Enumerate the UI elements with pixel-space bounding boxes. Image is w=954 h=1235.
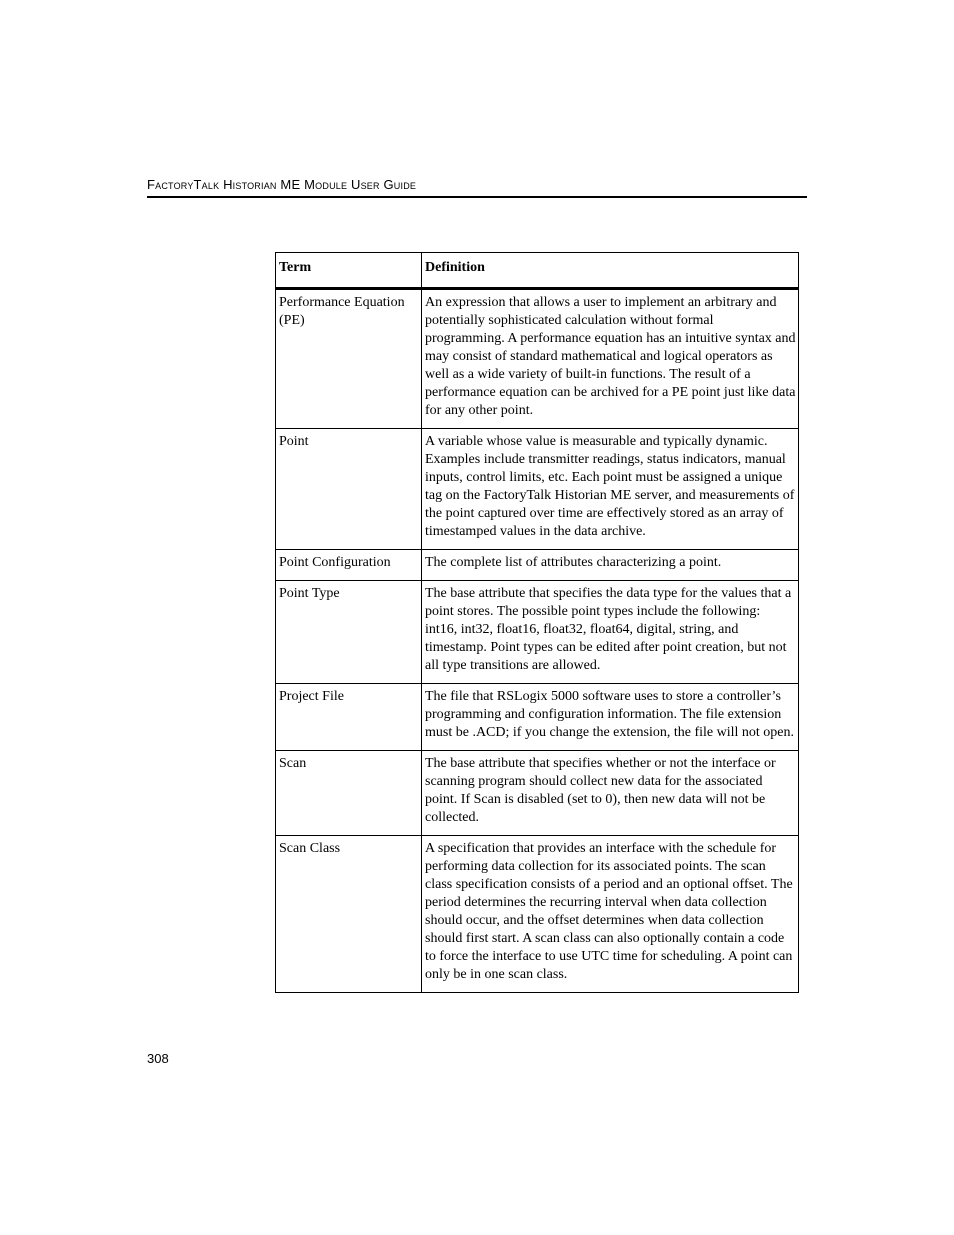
definition-cell: The base attribute that specifies whether or not the interface or scanning program should collect new data for the associated point. If Scan is disabled (set to 0), then new data will not be collected. xyxy=(422,751,799,836)
term-cell: Project File xyxy=(276,684,422,751)
glossary-table xyxy=(275,252,799,993)
column-header-definition: Definition xyxy=(422,253,799,289)
definition-cell: A variable whose value is measurable and typically dynamic. Examples include transmitter readings, status indicators, manual inputs, control limits, etc. Each point must be assigned a unique tag on the FactoryTalk Historian ME server, and measurements of the point captured over time are effectively stored as an array of timestamped values in the data archive. xyxy=(422,429,799,550)
definition-cell: An expression that allows a user to implement an arbitrary and potentially sophisticated calculation without formal programming. A performance equation has an intuitive syntax and may consist of standard mathematical and logical operators as well as a wide variety of built-in functions. The result of a performance equation can be archived for a PE point just like data for any other point. xyxy=(422,289,799,429)
definition-cell: The file that RSLogix 5000 software uses to store a controller’s programming and configuration information. The file extension must be .ACD; if you change the extension, the file will not open. xyxy=(422,684,799,751)
table-row xyxy=(276,751,799,836)
table-row xyxy=(276,429,799,550)
term-cell: Point Configuration xyxy=(276,550,422,581)
term-cell: Performance Equation (PE) xyxy=(276,289,422,429)
running-header: FactoryTalk Historian ME Module User Guide xyxy=(147,176,807,198)
table-row xyxy=(276,581,799,684)
term-cell: Scan xyxy=(276,751,422,836)
table-row xyxy=(276,836,799,993)
term-cell: Point Type xyxy=(276,581,422,684)
term-cell: Point xyxy=(276,429,422,550)
definition-cell: The complete list of attributes characterizing a point. xyxy=(422,550,799,581)
definition-cell: The base attribute that specifies the data type for the values that a point stores. The possible point types include the following: int16, int32, float16, float32, float64, digital, string, and timestamp. Point types can be edited after point creation, but not all type transitions are allowed. xyxy=(422,581,799,684)
term-cell: Scan Class xyxy=(276,836,422,993)
column-header-term: Term xyxy=(276,253,422,289)
table-row xyxy=(276,550,799,581)
definition-cell: A specification that provides an interface with the schedule for performing data collection for its associated points. The scan class specification consists of a period and an optional offset. The period determines the recurring interval when data collection should occur, and the offset determines when data collection should first start. A scan class can also optionally contain a code to force the interface to use UTC time for scheduling. A point can only be in one scan class. xyxy=(422,836,799,993)
table-row xyxy=(276,289,799,429)
table-header-row xyxy=(276,253,799,289)
page-number: 308 xyxy=(147,1051,169,1066)
table-row xyxy=(276,684,799,751)
